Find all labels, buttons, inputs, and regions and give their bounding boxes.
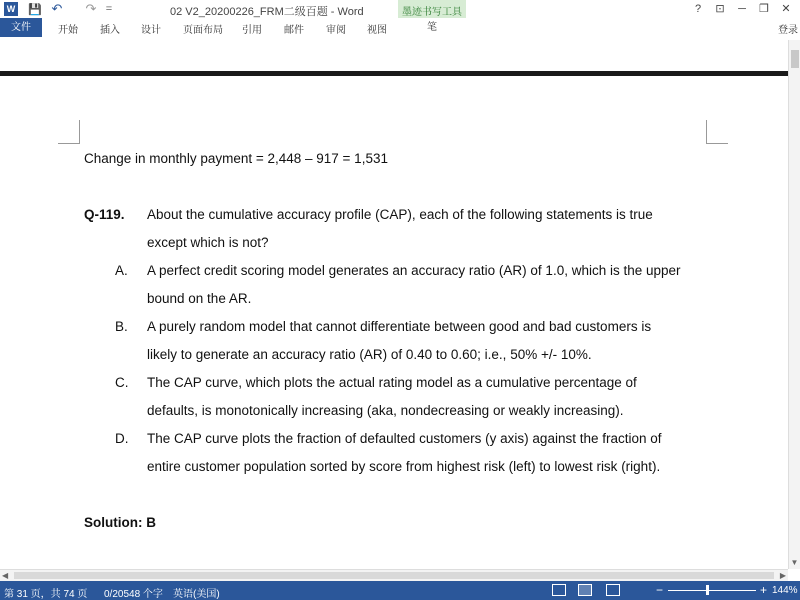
restore-button[interactable]: ❐ <box>759 3 769 15</box>
vertical-scrollbar[interactable] <box>788 40 800 569</box>
zoom-slider-thumb[interactable] <box>706 585 709 595</box>
redo-icon[interactable]: ↷ <box>85 1 97 16</box>
scroll-down-arrow-icon[interactable]: ▼ <box>790 558 799 567</box>
vertical-scroll-thumb[interactable] <box>791 50 799 68</box>
read-mode-view-icon[interactable] <box>552 584 566 596</box>
ink-tools-title: 墨迹书写工具 <box>402 7 462 18</box>
tab-mailings[interactable]: 邮件 <box>284 25 304 36</box>
ribbon-display-options-button[interactable]: ⊡ <box>715 3 725 15</box>
close-button[interactable]: ✕ <box>781 3 791 15</box>
option-letter: C. <box>115 375 129 390</box>
print-layout-view-icon[interactable] <box>578 584 592 596</box>
zoom-slider[interactable] <box>668 590 756 591</box>
option-letter: D. <box>115 431 129 446</box>
tab-page-layout[interactable]: 页面布局 <box>183 25 223 36</box>
horizontal-scrollbar[interactable] <box>0 569 788 581</box>
document-canvas[interactable] <box>0 76 788 569</box>
scroll-left-arrow-icon[interactable]: ◀ <box>2 571 9 580</box>
solution-line: Solution: B <box>84 515 156 530</box>
page-count[interactable]: 第 31 页，共 74 页 <box>4 589 88 600</box>
zoom-level[interactable]: 144% <box>772 585 798 596</box>
status-bar <box>0 581 800 600</box>
tab-insert[interactable]: 插入 <box>100 25 120 36</box>
question-stem-line2: except which is not? <box>147 235 269 250</box>
option-letter: A. <box>115 263 128 278</box>
tab-home[interactable]: 开始 <box>58 25 78 36</box>
horizontal-scroll-thumb[interactable] <box>14 572 774 579</box>
word-app-icon[interactable]: W <box>4 2 18 16</box>
language-indicator[interactable]: 英语(美国) <box>173 589 220 600</box>
customize-qat-icon[interactable]: = <box>105 3 113 15</box>
tab-review[interactable]: 审阅 <box>326 25 346 36</box>
tab-design[interactable]: 设计 <box>141 25 161 36</box>
option-text: A perfect credit scoring model generates an accuracy ratio (AR) of 1.0, which is the upper <box>147 263 681 278</box>
word-count[interactable]: 0/20548 个字 <box>104 589 163 600</box>
question-number: Q-119. <box>84 207 125 222</box>
ribbon-collapsed-area <box>0 37 800 71</box>
option-text: defaults, is monotonically increasing (aka, nondecreasing or weakly increasing). <box>147 403 624 418</box>
crop-mark-left <box>58 120 80 144</box>
title-bar <box>0 0 800 18</box>
zoom-in-button[interactable]: + <box>760 583 768 597</box>
option-letter: B. <box>115 319 128 334</box>
tab-references[interactable]: 引用 <box>242 25 262 36</box>
crop-mark-right <box>706 120 728 144</box>
web-layout-view-icon[interactable] <box>606 584 620 596</box>
tab-view[interactable]: 视图 <box>367 25 387 36</box>
tab-file[interactable]: 文件 <box>0 18 42 37</box>
option-text: A purely random model that cannot differentiate between good and bad customers is <box>147 319 652 334</box>
scroll-right-arrow-icon[interactable]: ▶ <box>779 571 786 580</box>
window-title: 02 V2_20200226_FRM二级百题 - Word <box>170 6 364 18</box>
question-stem-line1: About the cumulative accuracy profile (CAP), each of the following statements is true <box>147 207 653 222</box>
option-text: bound on the AR. <box>147 291 252 306</box>
option-text: The CAP curve, which plots the actual rating model as a cumulative percentage of <box>147 375 637 390</box>
help-button[interactable]: ? <box>694 3 702 15</box>
ribbon-tab-strip <box>0 18 800 37</box>
option-text: entire customer population sorted by score from highest risk (left) to lowest risk (right). <box>147 459 661 474</box>
minimize-button[interactable]: ─ <box>738 3 746 15</box>
zoom-out-button[interactable]: − <box>656 583 664 597</box>
change-payment-line: Change in monthly payment = 2,448 – 917 = 1,531 <box>84 151 388 166</box>
undo-icon[interactable]: ↶ <box>51 1 63 16</box>
login-link[interactable]: 登录 <box>778 25 798 36</box>
tab-pen[interactable]: 笔 <box>427 22 437 33</box>
option-text: The CAP curve plots the fraction of defaulted customers (y axis) against the fraction of <box>147 431 662 446</box>
option-text: likely to generate an accuracy ratio (AR) of 0.40 to 0.60; i.e., 50% +/- 10%. <box>147 347 592 362</box>
save-icon[interactable]: 💾 <box>28 3 42 16</box>
